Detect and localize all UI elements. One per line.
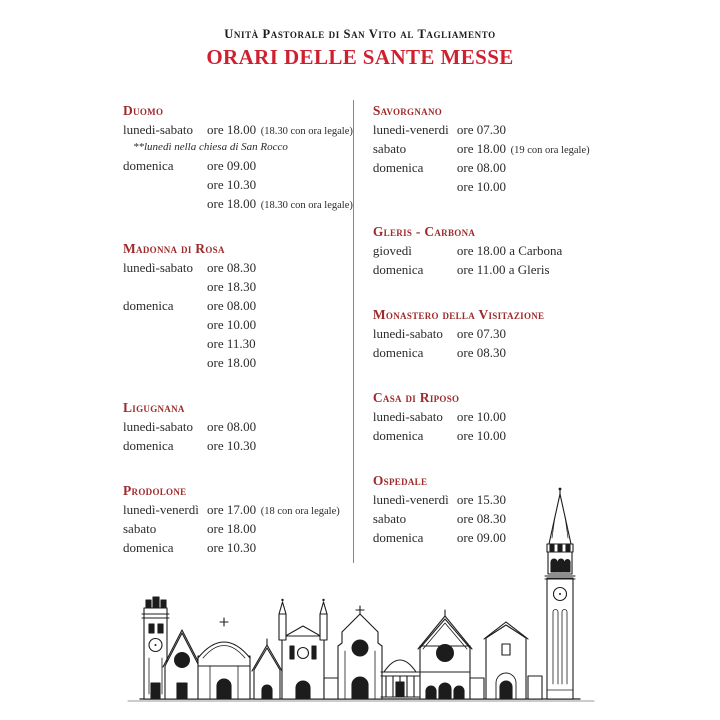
schedule-row: [373, 160, 601, 179]
time-value: [457, 179, 506, 195]
schedule-row: [123, 419, 353, 438]
time-value: [207, 317, 256, 333]
time-value: [457, 243, 562, 259]
time-value: [207, 122, 353, 138]
time-value: [457, 141, 590, 157]
section-heading: Madonna di Rosa: [123, 241, 225, 256]
day-label: domenica: [372, 530, 424, 545]
section-monastero-della-visitazione: [373, 307, 601, 364]
time-text: ore 10.00: [456, 409, 506, 424]
time-value: [207, 521, 256, 537]
time-value: [207, 438, 256, 454]
section-gleris-carbona: [373, 224, 601, 281]
time-text: ore 08.00: [207, 298, 257, 313]
time-value: [207, 540, 256, 556]
schedule-row: [373, 243, 601, 262]
time-value: [207, 279, 256, 295]
section-heading: Gleris - Carbona: [372, 224, 476, 239]
day-label: domenica: [123, 540, 174, 555]
time-note: (18 con ora legale): [258, 506, 340, 517]
section-ligugnana: [123, 400, 353, 457]
time-text: ore 10.30: [207, 540, 257, 555]
time-note: (18.30 con ora legale): [258, 126, 353, 137]
day-label: domenica: [372, 428, 424, 443]
time-value: [207, 196, 353, 212]
time-text: ore 10.00: [456, 179, 506, 194]
day-label: domenica: [123, 438, 174, 453]
time-text: ore 10.30: [207, 438, 257, 453]
section-casa-di-riposo: [373, 390, 601, 447]
day-label: lunedi-sabato: [123, 419, 194, 434]
time-text: ore 07.30: [456, 122, 506, 137]
time-note: (19 con ora legale): [507, 145, 590, 156]
time-note: (18.30 con ora legale): [258, 200, 353, 211]
time-text: ore 08.30: [456, 345, 506, 360]
time-text: ore 08.30: [456, 511, 506, 526]
schedule-row: [373, 409, 601, 428]
time-text: ore 10.30: [207, 177, 257, 192]
section-prodolone: [123, 483, 353, 559]
schedule-row: [373, 530, 601, 549]
right-column: [373, 103, 601, 585]
section-heading: Savorgnano: [372, 103, 443, 118]
time-text: ore 11.00 a Gleris: [456, 262, 550, 277]
day-label: giovedì: [372, 243, 412, 258]
time-text: ore 10.00: [456, 428, 506, 443]
schedule-row: [123, 177, 353, 196]
day-label: lunedi-sabato: [123, 122, 194, 137]
time-value: [457, 262, 550, 278]
time-value: [207, 502, 340, 518]
time-value: [457, 530, 506, 546]
time-value: [207, 419, 256, 435]
section-ospedale: [373, 473, 601, 549]
day-label: domenica: [372, 160, 424, 175]
schedule-row: [373, 345, 601, 364]
schedule-row: [123, 158, 353, 177]
time-text: ore 09.00: [207, 158, 257, 173]
time-value: [457, 345, 506, 361]
time-value: [207, 355, 256, 371]
day-label: lunedì-venerdì: [372, 492, 449, 507]
day-label: lunedì-sabato: [123, 260, 194, 275]
time-text: ore 08.00: [456, 160, 506, 175]
schedule-row: [123, 502, 353, 521]
left-column: [123, 103, 353, 585]
time-value: [457, 122, 506, 138]
schedule-row: [123, 540, 353, 559]
schedule-columns: [123, 103, 601, 585]
schedule-row: [123, 279, 353, 298]
section-heading: Casa di Riposo: [372, 390, 460, 405]
day-label: lunedi-sabato: [372, 409, 443, 424]
day-label: sabato: [123, 521, 157, 536]
schedule-row: [123, 438, 353, 457]
schedule-row: [373, 428, 601, 447]
schedule-row: [373, 262, 601, 281]
schedule-row: [123, 355, 353, 374]
time-text: ore 09.00: [456, 530, 506, 545]
day-label: lunedi-sabato: [372, 326, 443, 341]
time-text: ore 18.00: [207, 196, 257, 211]
time-text: ore 08.30: [207, 260, 257, 275]
time-text: ore 08.00: [207, 419, 257, 434]
time-text: ore 18.00 a Carbona: [456, 243, 563, 258]
schedule-row: [123, 298, 353, 317]
time-value: [207, 177, 256, 193]
time-value: [207, 260, 256, 276]
day-label: domenica: [372, 345, 424, 360]
schedule-row: [123, 122, 353, 141]
schedule-row: [123, 336, 353, 355]
schedule-row: [123, 196, 353, 215]
time-value: [457, 492, 506, 508]
schedule-footnote: **lunedì nella chiesa di San Rocco: [133, 141, 288, 153]
time-text: ore 18.30: [207, 279, 257, 294]
schedule-row: [123, 260, 353, 279]
day-label: domenica: [372, 262, 424, 277]
time-value: [457, 160, 506, 176]
time-value: [457, 511, 506, 527]
day-label: sabato: [372, 141, 407, 156]
schedule-row: [373, 179, 601, 198]
section-duomo: [123, 103, 353, 215]
time-text: ore 17.00: [207, 502, 257, 517]
day-label: lunedi-venerdi: [372, 122, 449, 137]
time-text: ore 18.00: [456, 141, 506, 156]
time-text: ore 07.30: [456, 326, 506, 341]
time-text: ore 15.30: [456, 492, 506, 507]
schedule-row: [373, 141, 601, 160]
schedule-row: [123, 317, 353, 336]
time-text: ore 10.00: [207, 317, 257, 332]
schedule-row: [373, 122, 601, 141]
section-heading: Prodolone: [123, 483, 187, 498]
schedule-row: [373, 326, 601, 345]
section-heading: Duomo: [123, 103, 164, 118]
section-madonna-di-rosa: [123, 241, 353, 374]
day-label: sabato: [372, 511, 407, 526]
section-savorgnano: [373, 103, 601, 198]
day-label: domenica: [123, 158, 174, 173]
schedule-row: [373, 511, 601, 530]
section-heading: Monastero della Visitazione: [372, 307, 545, 322]
time-text: ore 18.00: [207, 122, 257, 137]
time-text: ore 11.30: [207, 336, 256, 351]
day-label: domenica: [123, 298, 174, 313]
time-text: ore 18.00: [207, 355, 257, 370]
time-value: [457, 409, 506, 425]
time-value: [207, 336, 256, 352]
time-value: [457, 326, 506, 342]
section-heading: Ospedale: [372, 473, 428, 488]
org-name: Unità Pastorale di San Vito al Tagliamento: [224, 27, 496, 41]
day-label: lunedì-venerdì: [123, 502, 199, 517]
schedule-row: [373, 492, 601, 511]
time-value: [207, 158, 256, 174]
time-value: [457, 428, 506, 444]
page-title: ORARI DELLE SANTE MESSE: [206, 45, 514, 69]
document-header: [0, 27, 720, 70]
section-heading: Ligugnana: [123, 400, 185, 415]
time-text: ore 18.00: [207, 521, 257, 536]
schedule-row: [123, 521, 353, 540]
time-value: [207, 298, 256, 314]
